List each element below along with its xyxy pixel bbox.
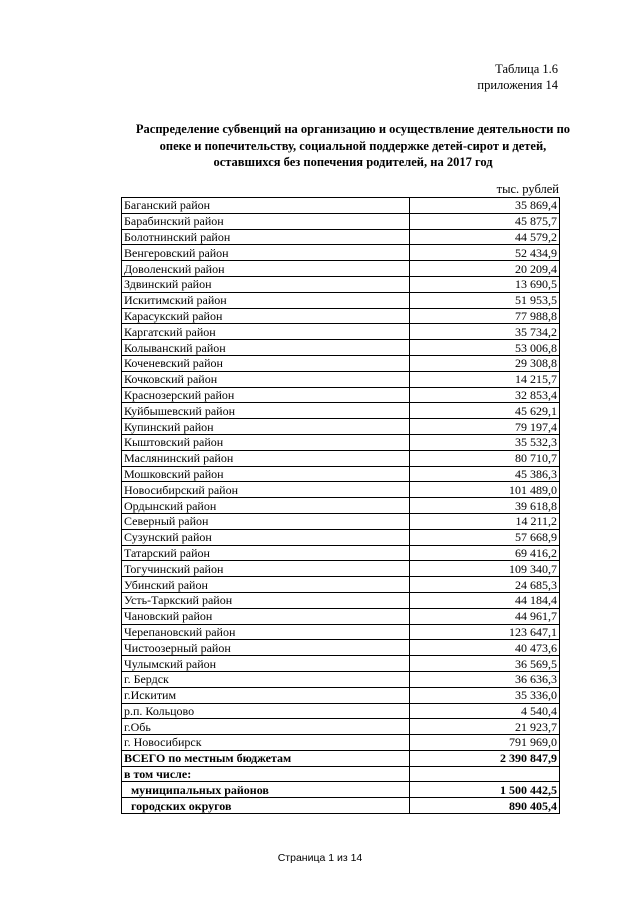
table-row — [122, 498, 560, 514]
row-value: 101 489,0 — [410, 482, 560, 498]
row-name: Кыштовский район — [122, 434, 410, 450]
table-row — [122, 450, 560, 466]
row-value: 53 006,8 — [410, 340, 560, 356]
table-row — [122, 545, 560, 561]
row-value: 1 500 442,5 — [410, 782, 560, 798]
row-name: Усть-Таркский район — [122, 592, 410, 608]
table-row — [122, 308, 560, 324]
row-name: Здвинский район — [122, 276, 410, 292]
row-name: г.Обь — [122, 719, 410, 735]
row-value: 21 923,7 — [410, 719, 560, 735]
row-value: 35 532,3 — [410, 434, 560, 450]
page-footer: Страница 1 из 14 — [277, 852, 363, 864]
row-name: Мошковский район — [122, 466, 410, 482]
document-title — [118, 121, 588, 171]
row-value: 2 390 847,9 — [410, 750, 560, 766]
table-row — [122, 466, 560, 482]
row-value — [410, 766, 560, 782]
row-value: 35 734,2 — [410, 324, 560, 340]
title-line-2: опеке и попечительству, социальной поддержке детей-сирот и детей, — [159, 138, 547, 153]
units-label: тыс. рублей — [496, 182, 559, 196]
table-row — [122, 419, 560, 435]
table-row — [122, 482, 560, 498]
row-name: городских округов — [122, 798, 410, 814]
table-row — [122, 340, 560, 356]
row-name: Искитимский район — [122, 292, 410, 308]
table-row — [122, 229, 560, 245]
table-row — [122, 276, 560, 292]
row-name: Колыванский район — [122, 340, 410, 356]
total-row — [122, 750, 560, 766]
row-name: Новосибирский район — [122, 482, 410, 498]
row-name: Убинский район — [122, 577, 410, 593]
row-name: муниципальных районов — [122, 782, 410, 798]
row-value: 45 386,3 — [410, 466, 560, 482]
row-value: 4 540,4 — [410, 703, 560, 719]
table-row — [122, 656, 560, 672]
table-number: Таблица 1.6 — [495, 62, 558, 76]
row-name: Тогучинский район — [122, 561, 410, 577]
row-value: 44 961,7 — [410, 608, 560, 624]
row-name: ВСЕГО по местным бюджетам — [122, 750, 410, 766]
row-name: р.п. Кольцово — [122, 703, 410, 719]
row-value: 52 434,9 — [410, 245, 560, 261]
row-value: 80 710,7 — [410, 450, 560, 466]
table-row — [122, 434, 560, 450]
table-row — [122, 245, 560, 261]
row-name: Чулымский район — [122, 656, 410, 672]
row-value: 40 473,6 — [410, 640, 560, 656]
row-name: Чистоозерный район — [122, 640, 410, 656]
row-name: в том числе: — [122, 766, 410, 782]
row-name: Коченевский район — [122, 355, 410, 371]
row-value: 123 647,1 — [410, 624, 560, 640]
row-name: Каргатский район — [122, 324, 410, 340]
table-row — [122, 355, 560, 371]
table-row — [122, 513, 560, 529]
row-value: 13 690,5 — [410, 276, 560, 292]
table-row — [122, 561, 560, 577]
row-value: 24 685,3 — [410, 577, 560, 593]
table-reference — [477, 61, 558, 93]
row-value: 45 875,7 — [410, 213, 560, 229]
table-row — [122, 371, 560, 387]
table-row — [122, 608, 560, 624]
table-row — [122, 624, 560, 640]
row-name: Краснозерский район — [122, 387, 410, 403]
table-row — [122, 198, 560, 214]
table-row — [122, 735, 560, 751]
row-name: г.Искитим — [122, 687, 410, 703]
row-name: Карасукский район — [122, 308, 410, 324]
row-name: Сузунский район — [122, 529, 410, 545]
row-name: Ордынский район — [122, 498, 410, 514]
row-value: 36 636,3 — [410, 671, 560, 687]
row-value: 39 618,8 — [410, 498, 560, 514]
table-row — [122, 671, 560, 687]
row-name: Венгеровский район — [122, 245, 410, 261]
table-row — [122, 640, 560, 656]
subvention-table — [121, 197, 560, 814]
table-row — [122, 324, 560, 340]
row-name: Баганский район — [122, 198, 410, 214]
row-value: 109 340,7 — [410, 561, 560, 577]
table-row — [122, 387, 560, 403]
row-name: Северный район — [122, 513, 410, 529]
row-value: 44 184,4 — [410, 592, 560, 608]
row-value: 14 215,7 — [410, 371, 560, 387]
including-row — [122, 766, 560, 782]
row-value: 14 211,2 — [410, 513, 560, 529]
table-row — [122, 719, 560, 735]
row-name: г. Бердск — [122, 671, 410, 687]
subtotal-row — [122, 782, 560, 798]
row-value: 36 569,5 — [410, 656, 560, 672]
row-value: 44 579,2 — [410, 229, 560, 245]
table-row — [122, 687, 560, 703]
row-name: г. Новосибирск — [122, 735, 410, 751]
row-name: Маслянинский район — [122, 450, 410, 466]
row-name: Татарский район — [122, 545, 410, 561]
row-name: Доволенский район — [122, 261, 410, 277]
row-name: Кочковский район — [122, 371, 410, 387]
subtotal-row — [122, 798, 560, 814]
row-value: 77 988,8 — [410, 308, 560, 324]
row-value: 79 197,4 — [410, 419, 560, 435]
table-row — [122, 577, 560, 593]
row-value: 51 953,5 — [410, 292, 560, 308]
row-value: 35 336,0 — [410, 687, 560, 703]
row-value: 29 308,8 — [410, 355, 560, 371]
row-value: 791 969,0 — [410, 735, 560, 751]
row-value: 69 416,2 — [410, 545, 560, 561]
table-body — [122, 198, 560, 814]
row-value: 45 629,1 — [410, 403, 560, 419]
row-name: Черепановский район — [122, 624, 410, 640]
row-name: Чановский район — [122, 608, 410, 624]
row-value: 35 869,4 — [410, 198, 560, 214]
table-row — [122, 529, 560, 545]
row-value: 890 405,4 — [410, 798, 560, 814]
table-row — [122, 292, 560, 308]
row-name: Барабинский район — [122, 213, 410, 229]
row-name: Купинский район — [122, 419, 410, 435]
table-row — [122, 213, 560, 229]
row-name: Куйбышевский район — [122, 403, 410, 419]
table-row — [122, 403, 560, 419]
row-value: 32 853,4 — [410, 387, 560, 403]
title-line-3: оставшихся без попечения родителей, на 2017 год — [213, 155, 493, 169]
row-value: 20 209,4 — [410, 261, 560, 277]
table-row — [122, 261, 560, 277]
title-line-1: Распределение субвенций на организацию и осуществление деятельности по — [135, 122, 571, 136]
row-name: Болотнинский район — [122, 229, 410, 245]
table-row — [122, 592, 560, 608]
table-row — [122, 703, 560, 719]
appendix-number: приложения 14 — [477, 78, 558, 92]
row-value: 57 668,9 — [410, 529, 560, 545]
